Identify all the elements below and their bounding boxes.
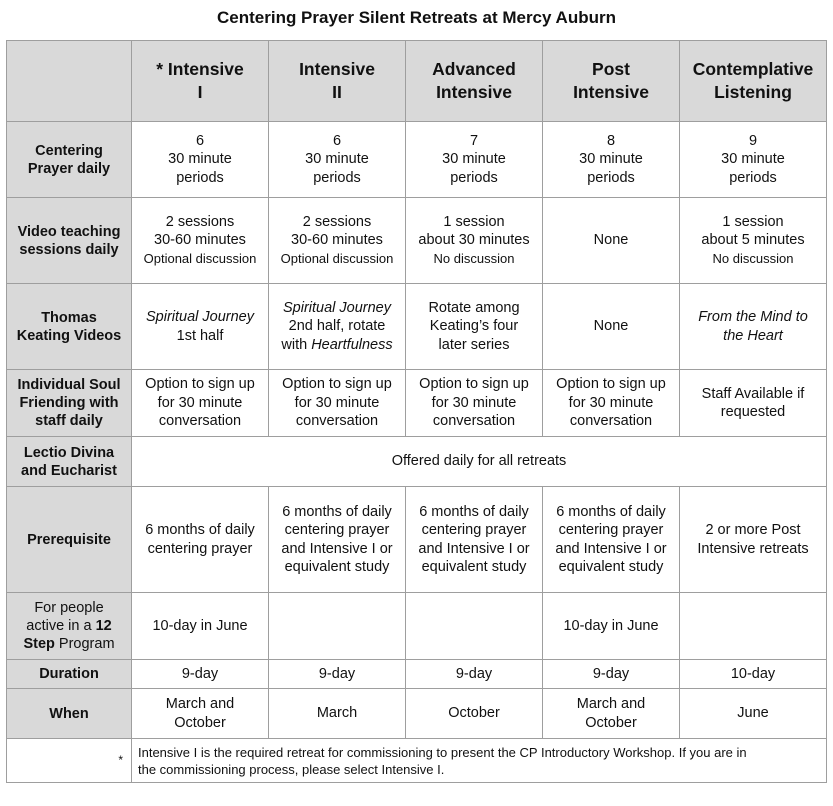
table-cell: None (543, 284, 680, 370)
table-cell: 1 session about 30 minutes No discussion (406, 198, 543, 284)
table-row (7, 437, 827, 487)
row-label-video-teaching: Video teaching sessions daily (7, 198, 132, 284)
row-label-duration: Duration (7, 660, 132, 689)
table-cell: 2 sessions 30-60 minutes Optional discussion (269, 198, 406, 284)
page-title: Centering Prayer Silent Retreats at Mercy Auburn (217, 8, 616, 27)
header-row (7, 41, 827, 122)
column-header-intensive-2: Intensive II (269, 41, 406, 122)
table-cell: Spiritual Journey 1st half (132, 284, 269, 370)
table-cell: Option to sign up for 30 minute conversation (543, 370, 680, 437)
retreat-table (6, 40, 827, 783)
footnote-row (7, 739, 827, 783)
table-cell: Offered daily for all retreats (132, 437, 827, 487)
table-cell: None (543, 198, 680, 284)
table-cell (680, 593, 827, 660)
table-cell: From the Mind to the Heart (680, 284, 827, 370)
table-cell: Spiritual Journey 2nd half, rotate with Heartfulness (269, 284, 406, 370)
table-cell: 9-day (406, 660, 543, 689)
row-label-lectio-divina: Lectio Divina and Eucharist (7, 437, 132, 487)
table-cell: 6 30 minute periods (269, 122, 406, 198)
table-cell: October (406, 689, 543, 739)
table-cell: Option to sign up for 30 minute conversation (406, 370, 543, 437)
table-cell: June (680, 689, 827, 739)
row-label-prerequisite: Prerequisite (7, 487, 132, 593)
table-cell: 6 months of daily centering prayer and Intensive I or equivalent study (543, 487, 680, 593)
table-cell: 6 months of daily centering prayer and Intensive I or equivalent study (269, 487, 406, 593)
footnote-marker: * (7, 739, 132, 783)
table-cell: 10-day (680, 660, 827, 689)
row-label-when: When (7, 689, 132, 739)
table-cell: 2 sessions 30-60 minutes Optional discussion (132, 198, 269, 284)
table-cell: 10-day in June (543, 593, 680, 660)
table-cell: 9-day (132, 660, 269, 689)
table-cell: March and October (132, 689, 269, 739)
table-cell: 1 session about 5 minutes No discussion (680, 198, 827, 284)
column-header-contemplative-listening: Contemplative Listening (680, 41, 827, 122)
table-cell: 9 30 minute periods (680, 122, 827, 198)
table-row (7, 487, 827, 593)
table-row (7, 689, 827, 739)
row-label-soul-friending: Individual Soul Friending with staff daily (7, 370, 132, 437)
table-cell: 6 months of daily centering prayer and Intensive I or equivalent study (406, 487, 543, 593)
row-label-centering-prayer: Centering Prayer daily (7, 122, 132, 198)
table-cell: Option to sign up for 30 minute conversation (269, 370, 406, 437)
table-row (7, 370, 827, 437)
table-cell: 2 or more Post Intensive retreats (680, 487, 827, 593)
table-cell: Rotate among Keating’s four later series (406, 284, 543, 370)
table-cell: 6 30 minute periods (132, 122, 269, 198)
table-cell (269, 593, 406, 660)
table-row (7, 122, 827, 198)
footnote-text: Intensive I is the required retreat for commissioning to present the CP Introductory Workshop. If you are in the commissioning process, please select Intensive I. (132, 739, 827, 783)
table-cell: March and October (543, 689, 680, 739)
column-header-post-intensive: Post Intensive (543, 41, 680, 122)
table-cell: Staff Available if requested (680, 370, 827, 437)
table-cell: 10-day in June (132, 593, 269, 660)
table-row (7, 593, 827, 660)
column-header-intensive-1: * Intensive I (132, 41, 269, 122)
table-cell: 6 months of daily centering prayer (132, 487, 269, 593)
table-row (7, 284, 827, 370)
row-label-twelve-step: For people active in a 12 Step Program (7, 593, 132, 660)
table-cell: 8 30 minute periods (543, 122, 680, 198)
column-header-advanced-intensive: Advanced Intensive (406, 41, 543, 122)
table-cell: 9-day (269, 660, 406, 689)
table-cell: March (269, 689, 406, 739)
row-label-thomas-keating-videos: Thomas Keating Videos (7, 284, 132, 370)
table-cell: 7 30 minute periods (406, 122, 543, 198)
corner-cell (7, 41, 132, 122)
table-row (7, 660, 827, 689)
table-cell: 9-day (543, 660, 680, 689)
table-cell: Option to sign up for 30 minute conversation (132, 370, 269, 437)
table-cell (406, 593, 543, 660)
table-row (7, 198, 827, 284)
